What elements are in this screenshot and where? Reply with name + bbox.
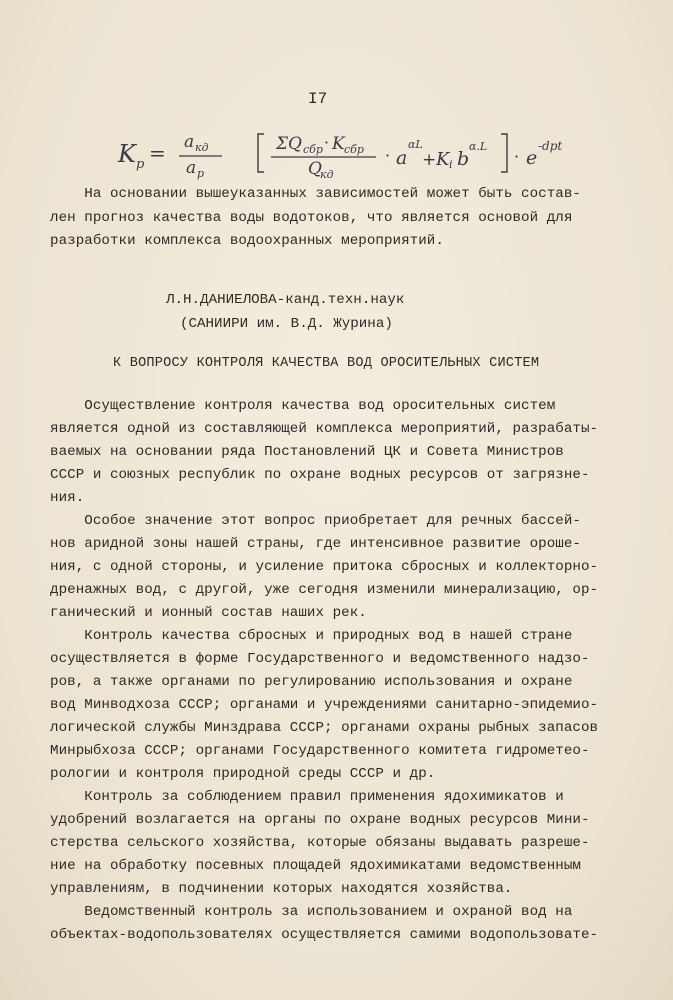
formula-tail: e — [526, 147, 538, 169]
body-line: СССР и союзных республик по охране водных ресурсов от загрязне- — [50, 467, 590, 483]
body-line: ния. — [50, 490, 85, 506]
formula-sum-den: Q — [308, 159, 322, 179]
formula-frac1-den-sub: p — [197, 167, 205, 180]
author-affiliation: (САНИИРИ им. В.Д. Журина) — [180, 316, 393, 332]
formula-term-a-exp: αL — [408, 138, 423, 151]
author-name: Л.Н.ДАНИЕЛОВА-канд.техн.наук — [166, 292, 405, 308]
intro-line-3: разработки комплекса водоохранных мероприятий. — [50, 233, 444, 249]
body-line: удобрений возлагается на органы по охране водных ресурсов Мини- — [50, 812, 590, 828]
body-line: Контроль за соблюдением правил применения ядохимикатов и — [50, 789, 564, 805]
body-line: объектах-водопользователях осуществляется самими водопользовате- — [50, 927, 599, 943]
body-line: Минрыбхоза СССР; органами Государственного комитета гидрометео- — [50, 743, 590, 759]
formula-right-bracket — [501, 134, 507, 172]
body-line: Особое значение этот вопрос приобретает для речных бассей- — [50, 513, 581, 529]
intro-line-1: На основании вышеуказанных зависимостей может быть состав- — [50, 186, 581, 202]
body-line: Контроль качества сбросных и природных вод в нашей стране — [50, 628, 573, 644]
body-line: является одной из составляющей комплекса мероприятий, разрабаты- — [50, 421, 599, 437]
body-line: управлениям, в подчинении которых находятся хозяйства. — [50, 881, 513, 897]
body-line: логической службы Минздрава СССР; органами охраны рыбных запасов — [50, 720, 599, 736]
formula-k-num: K — [332, 134, 345, 154]
body-line: ние на обработку посевных площадей ядохимикатами ведомственным — [50, 858, 581, 874]
body-line: дренажных вод, с другой, уже сегодня изменили минерализацию, ор- — [50, 582, 599, 598]
formula-term-b: b — [457, 148, 470, 170]
body-line: Осуществление контроля качества вод оросительных систем — [50, 398, 556, 414]
body-line: стерства сельского хозяйства, которые обязаны выдавать разреше- — [50, 835, 590, 851]
body-line: Ведомственный контроль за использованием и охраной вод на — [50, 904, 573, 920]
formula-frac1-den: a — [186, 158, 197, 178]
body-line: ганический и ионный состав наших рек. — [50, 605, 367, 621]
formula-plus: + — [422, 150, 437, 170]
formula-eq: = — [149, 141, 166, 165]
formula-term-k: K — [436, 149, 450, 170]
formula-frac1-num: a — [184, 132, 195, 152]
formula-term-k-sub: i — [449, 158, 453, 171]
body-line: рологии и контроля природной среды СССР и др. — [50, 766, 436, 782]
body-line: нов аридной зоны нашей страны, где интенсивное развитие ороше- — [50, 536, 581, 552]
formula-dot3: · — [514, 147, 520, 166]
formula-sum-num-sub: сбр — [303, 143, 323, 156]
body-line: ния, с одной стороны, и усиление притока сбросных и коллекторно- — [50, 559, 599, 575]
body-line: ваемых на основании ряда Постановлений ЦК и Совета Министров — [50, 444, 564, 460]
page-number: I7 — [308, 90, 328, 108]
formula-frac1-num-sub: кд — [195, 141, 209, 154]
formula-left-bracket — [258, 134, 264, 172]
formula-term-b-exp: α.L — [469, 140, 488, 153]
formula — [118, 128, 588, 181]
formula-k-num-sub: сбр — [344, 143, 364, 156]
formula-lhs-sub: p — [136, 157, 145, 172]
formula-dot2: · — [385, 146, 391, 165]
formula-svg — [118, 128, 588, 181]
intro-line-2: лен прогноз качества воды водотоков, что является основой для — [50, 210, 573, 226]
article-title: К ВОПРОСУ КОНТРОЛЯ КАЧЕСТВА ВОД ОРОСИТЕЛЬНЫХ СИСТЕМ — [113, 356, 540, 371]
formula-sum-num: ΣQ — [276, 134, 302, 154]
formula-lhs: K — [118, 140, 136, 168]
body-line: ров, а также органами по регулированию использования и охране — [50, 674, 573, 690]
formula-sum-den-sub: кд — [320, 168, 334, 181]
formula-dot1: · — [324, 133, 330, 152]
formula-tail-exp: -dpt — [538, 139, 563, 153]
body-line: осуществляется в форме Государственного и ведомственного надзо- — [50, 651, 590, 667]
body-line: вод Минводхоза СССР; органами и учреждениями санитарно-эпидемио- — [50, 697, 599, 713]
formula-term-a: a — [396, 147, 408, 169]
